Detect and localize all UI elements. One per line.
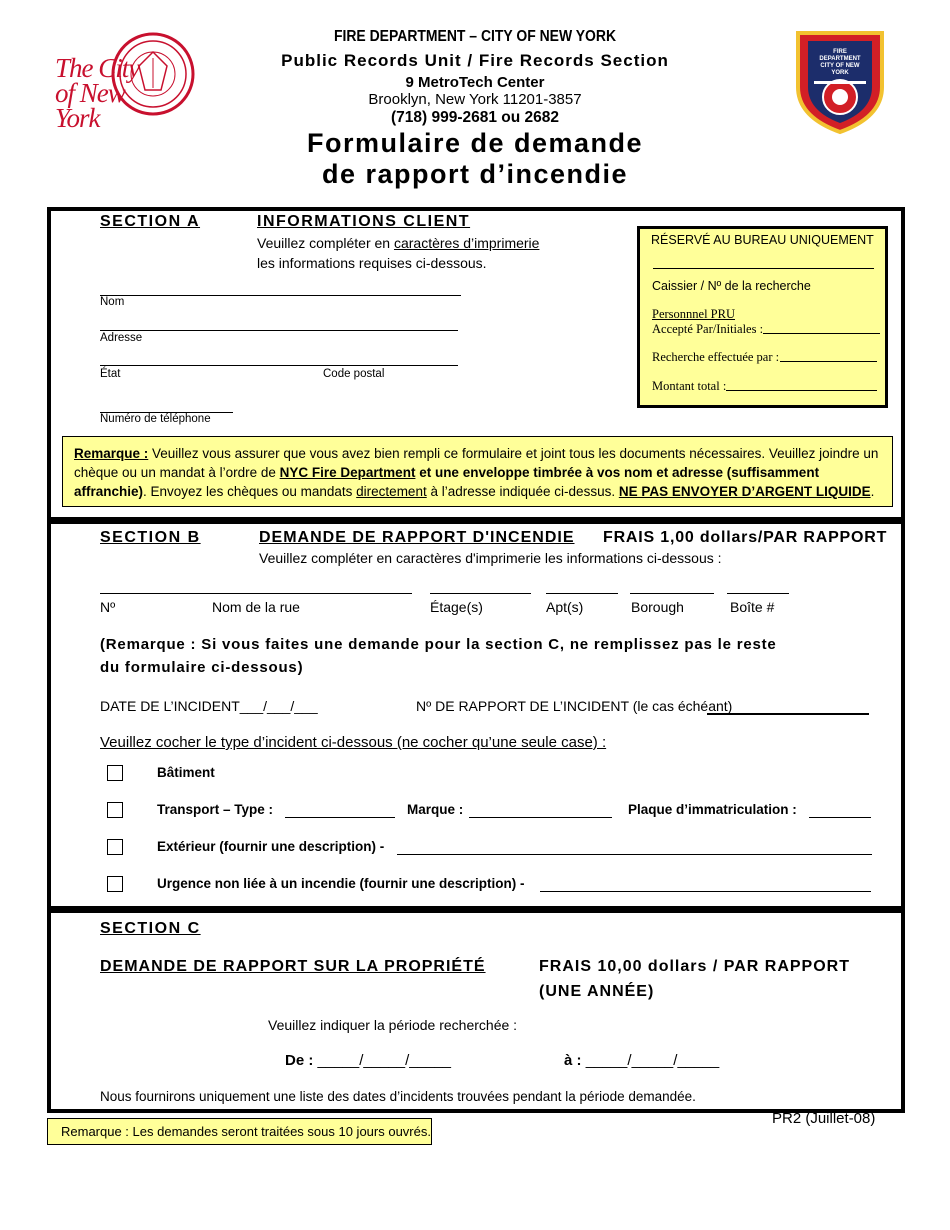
number-label: Nº [100,599,116,615]
section-a-instructions-2: les informations requises ci-dessous. [257,255,487,271]
checkbox-exterior[interactable] [107,839,123,855]
dept-name: FIRE DEPARTMENT – CITY OF NEW YORK [333,28,617,45]
unit-name: Public Records Unit / Fire Records Section [281,51,669,70]
section-c-fee-1: FRAIS 10,00 dollars / PAR RAPPORT [539,958,850,975]
section-b-remark-2: du formulaire ci-dessous) [100,659,304,676]
seal-wordmark: The City of New York [55,53,140,133]
form-title-line1: Formulaire de demande [306,128,644,158]
incident-date-field[interactable]: ___/___/___ [239,698,318,714]
borough-field[interactable] [630,593,714,594]
option-exterior-label: Extérieur (fournir une description) - [157,839,385,854]
section-a-title: INFORMATIONS CLIENT [257,213,471,230]
section-c-title: DEMANDE DE RAPPORT SUR LA PROPRIÉTÉ [100,958,486,975]
total-field[interactable] [726,390,877,391]
note-text-3: . Envoyez les chèques ou mandats [143,484,357,499]
from-label: De : [285,1052,314,1069]
note-text-1: Veuillez vous assurer que vous avez bien rempli ce formulaire et joint tous les documents nécessaires. Veuillez joindre un chèque ou un mandat à l’ordre de [74,446,879,480]
box-label: Boîte # [730,599,775,615]
note-envelope: et une enveloppe timbrée à vos nom et adresse (suffisamment affranchie) [74,465,820,499]
fdny-badge-logo [790,27,890,135]
section-a-label: SECTION A [100,213,201,230]
nyc-seal-logo [55,28,195,148]
floor-field[interactable] [430,593,531,594]
name-field[interactable] [100,295,461,296]
apt-field[interactable] [546,593,618,594]
exterior-description-field[interactable] [397,854,872,855]
note-text-5: . [870,484,875,499]
option-emergency-label: Urgence non liée à un incendie (fournir une description) - [157,876,525,891]
phone: (718) 999-2681 ou 2682 [390,109,560,126]
borough-label: Borough [631,599,684,615]
section-b-remark-1: (Remarque : Si vous faites une demande pour la section C, ne remplissez pas le reste [100,636,777,653]
address-field[interactable] [100,330,458,331]
section-c-label: SECTION C [100,920,201,937]
section-a-instructions [257,235,539,251]
address-line2: Brooklyn, New York 11201-3857 [368,91,582,108]
checkbox-non-fire-emergency[interactable] [107,876,123,892]
address-label: Adresse [100,332,143,344]
section-divider-ab [47,517,905,524]
option-transport-label: Transport – Type : [157,802,274,817]
note-text-4: à l’adresse indiquée ci-dessus. [426,484,619,499]
note-no-cash: NE PAS ENVOYER D’ARGENT LIQUIDE [618,484,871,499]
section-c-fee-2: (UNE ANNÉE) [539,983,655,1000]
checkbox-transport[interactable] [107,802,123,818]
plate-field[interactable] [809,817,871,818]
to-date [564,1052,719,1069]
state-label: État [100,368,121,380]
note-payee: NYC Fire Department [279,465,416,480]
instructions-note [62,436,893,507]
section-b-fee: FRAIS 1,00 dollars/PAR RAPPORT [603,529,888,546]
option-building-label: Bâtiment [157,765,215,780]
floor-label: Étage(s) [430,599,483,615]
office-line-1[interactable] [653,268,874,269]
accepted-field[interactable] [763,333,880,334]
section-b-title: DEMANDE DE RAPPORT D'INCENDIE [259,529,575,546]
report-number-label: Nº DE RAPPORT DE L’INCIDENT (le cas échéant) [416,698,733,714]
total-label: Montant total : [652,379,727,393]
section-b-label: SECTION B [100,529,201,546]
processing-time-note: Remarque : Les demandes seront traitées sous 10 jours ouvrés. [47,1118,432,1145]
period-label: Veuillez indiquer la période recherchée : [268,1017,518,1033]
phone-label: Numéro de téléphone [100,413,211,425]
badge-text: FIRE DEPARTMENT CITY OF NEW YORK [819,49,861,76]
section-divider-bc [47,906,905,913]
apt-label: Apt(s) [546,599,584,615]
checkbox-building[interactable] [107,765,123,781]
box-field[interactable] [727,593,789,594]
transport-type-field[interactable] [285,817,395,818]
form-code: PR2 (Juillet-08) [772,1110,876,1127]
note-direct: directement [356,484,427,499]
incident-date-label [100,698,318,714]
accepted-label: Accepté Par/Initiales : [652,322,764,336]
section-c-footnote: Nous fournirons uniquement une liste des dates d’incidents trouvées pendant la période demandée. [100,1089,696,1104]
street-field[interactable] [100,593,412,594]
name-label: Nom [100,296,125,308]
brand-field[interactable] [469,817,612,818]
address-line1: 9 MetroTech Center [405,74,545,91]
cashier-label: Caissier / Nº de la recherche [652,279,811,293]
date-label-text: DATE DE L’INCIDENT [100,698,240,714]
zip-label: Code postal [323,368,385,380]
instr-text: Veuillez compléter en [257,235,394,251]
instr-underlined: caractères d’imprimerie [393,235,540,251]
street-label: Nom de la rue [212,599,300,615]
to-date-field[interactable]: _____/_____/_____ [585,1052,720,1069]
emergency-description-field[interactable] [540,891,871,892]
section-b-instructions: Veuillez compléter en caractères d'imprimerie les informations ci-dessous : [259,550,722,566]
to-label: à : [564,1052,582,1069]
brand-label: Marque : [407,802,464,817]
note-label: Remarque : [74,446,149,461]
office-use-title: RÉSERVÉ AU BUREAU UNIQUEMENT [651,233,874,247]
pru-staff-label: Personnnel PRU [652,307,735,321]
form-title-line2: de rapport d’incendie [321,159,629,189]
report-number-field[interactable] [707,713,869,715]
search-by-label: Recherche effectuée par : [652,350,780,364]
plate-label: Plaque d’immatriculation : [628,802,797,817]
search-by-field[interactable] [780,361,877,362]
from-date-field[interactable]: _____/_____/_____ [317,1052,451,1069]
check-instructions: Veuillez cocher le type d’incident ci-dessous (ne cocher qu’une seule case) : [100,734,607,751]
state-zip-field[interactable] [100,365,458,366]
from-date [285,1052,451,1069]
